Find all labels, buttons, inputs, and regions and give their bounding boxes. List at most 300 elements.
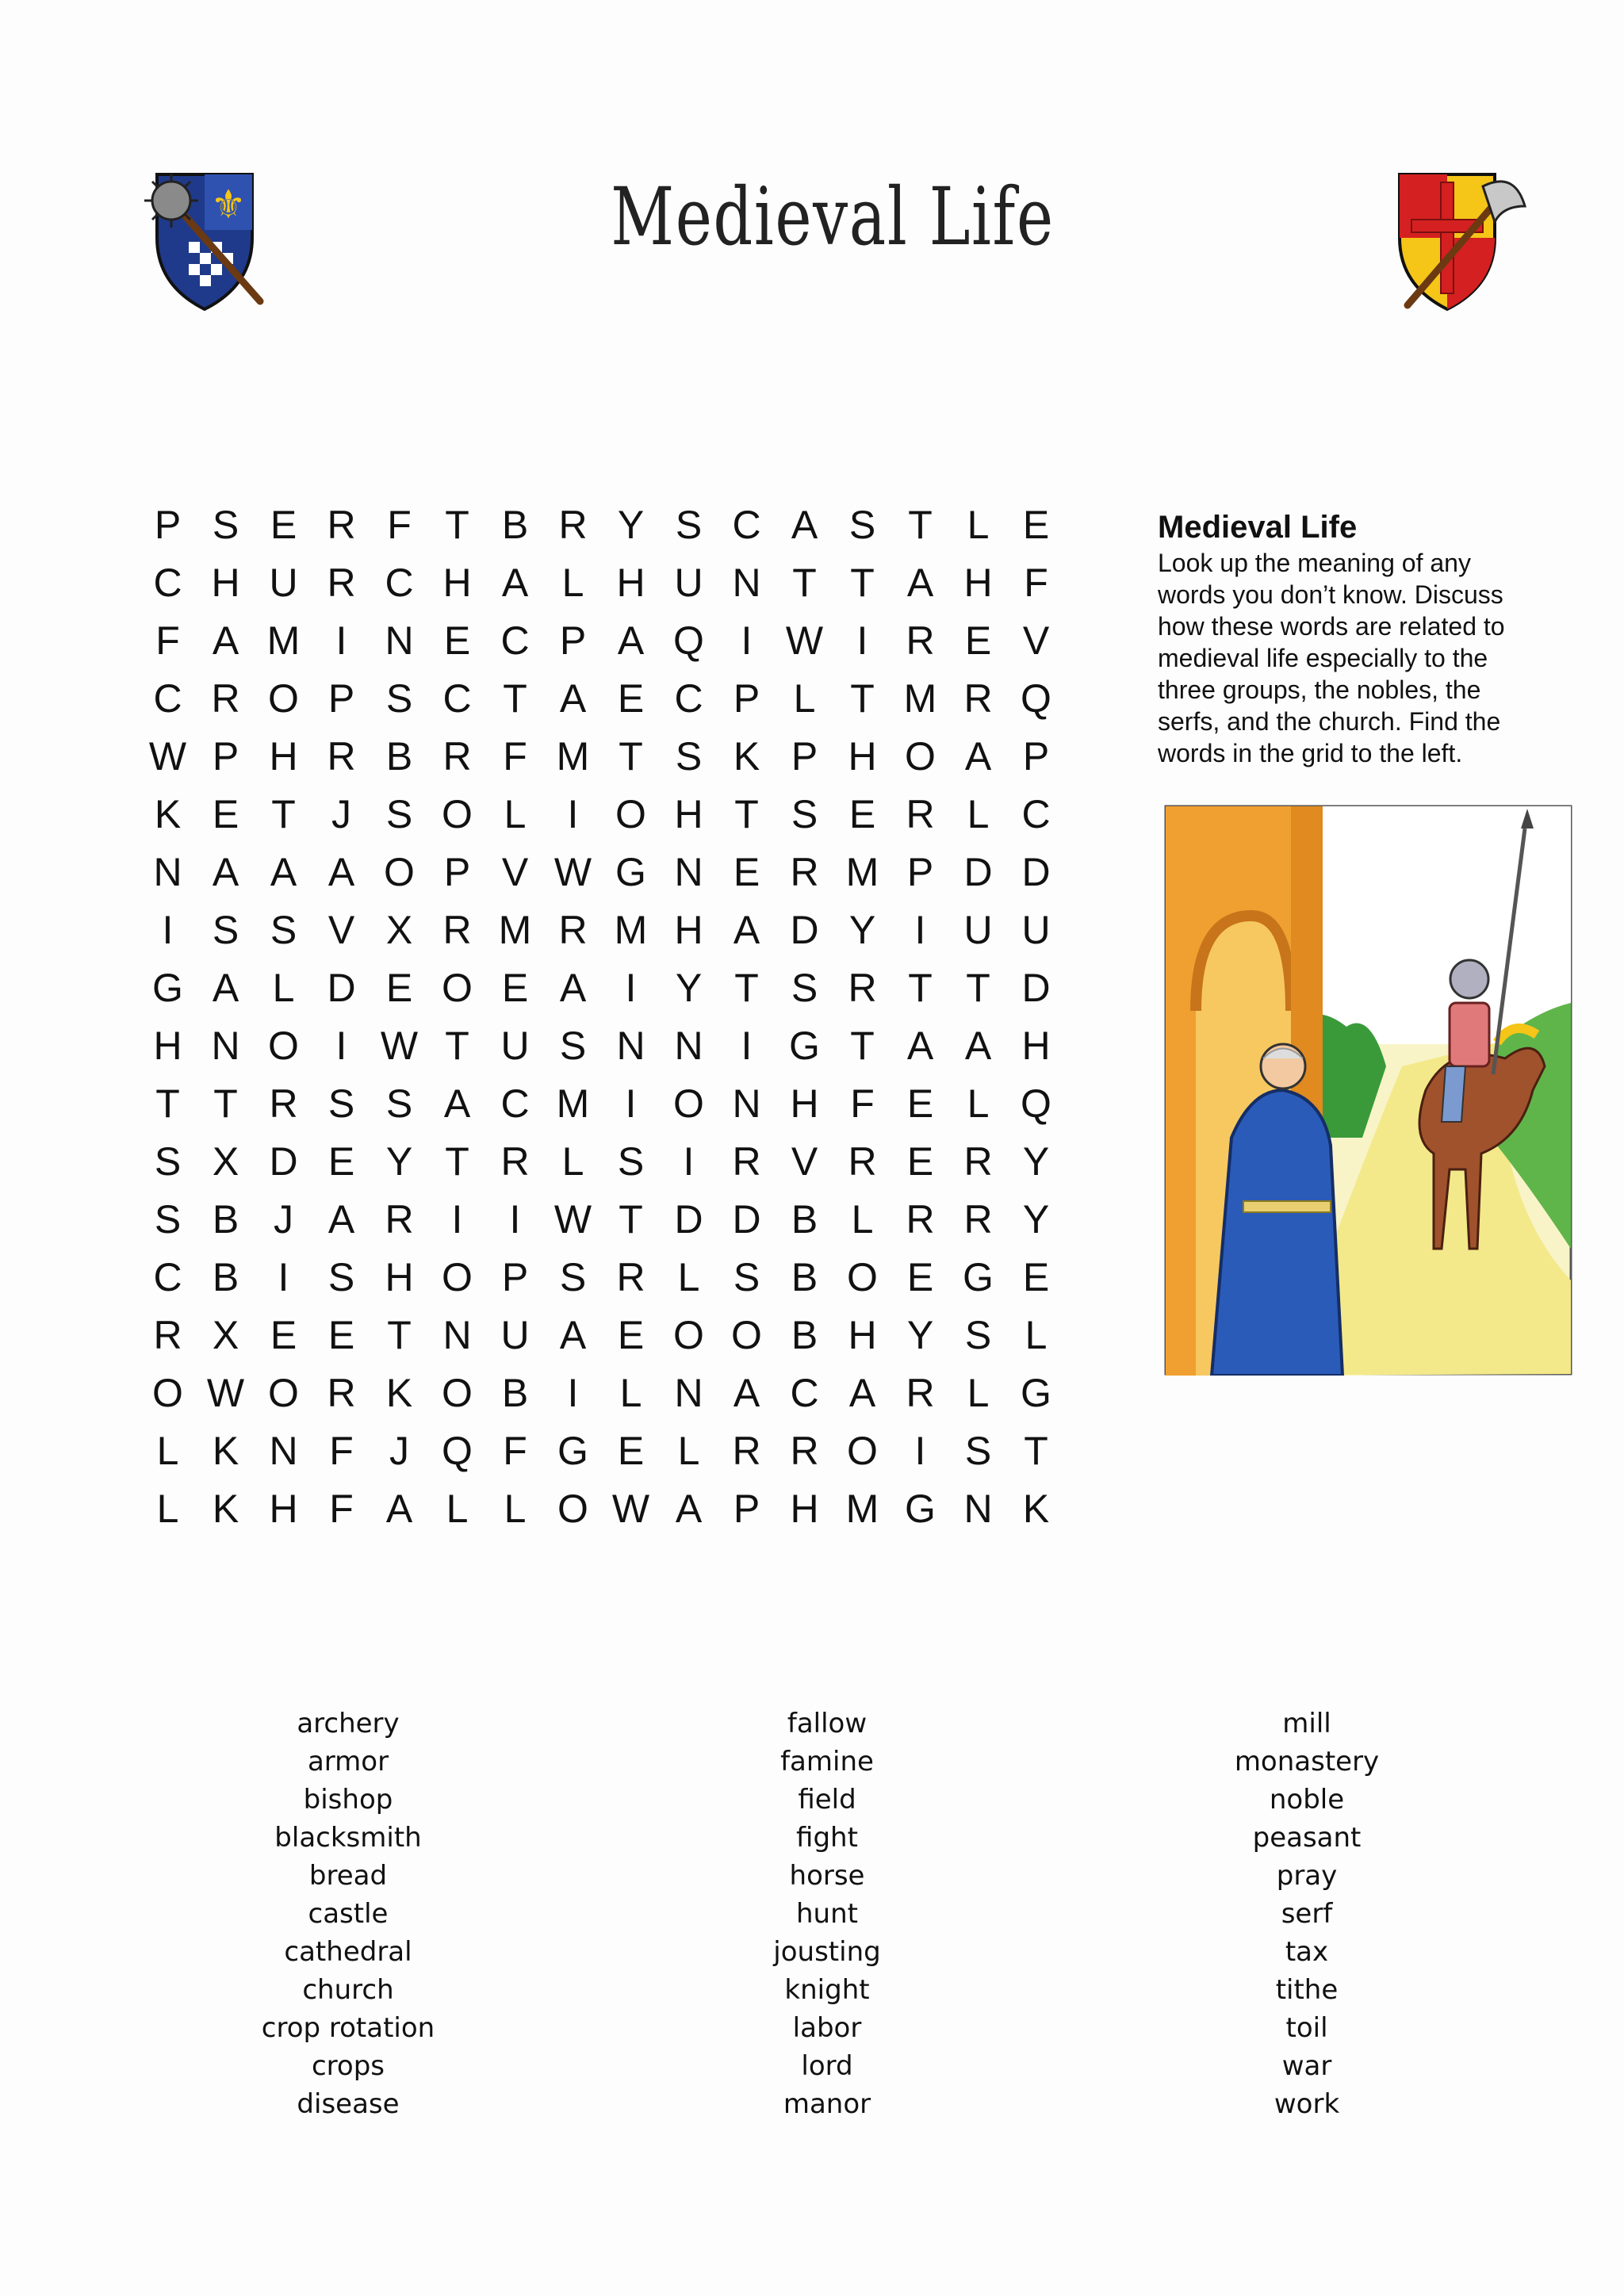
- grid-letter: N: [269, 1428, 298, 1473]
- grid-letter: R: [616, 1254, 645, 1299]
- grid-letter: A: [327, 1196, 355, 1242]
- grid-letter: S: [270, 907, 297, 952]
- word-list-item: blacksmith: [274, 1822, 422, 1854]
- grid-letter: M: [845, 849, 879, 894]
- grid-letter: T: [792, 560, 817, 605]
- grid-letter: E: [327, 1138, 355, 1184]
- word-list-item: church: [302, 1974, 394, 2006]
- word-list-item: tax: [1285, 1936, 1329, 1968]
- grid-letter: A: [270, 849, 297, 894]
- grid-letter: A: [675, 1486, 703, 1531]
- word-list-item: cathedral: [284, 1936, 412, 1968]
- grid-letter: B: [501, 502, 529, 547]
- word-list-item: pray: [1276, 1860, 1338, 1892]
- grid-letter: D: [674, 1196, 703, 1242]
- grid-letter: K: [212, 1486, 239, 1531]
- word-list-item: lord: [801, 2050, 853, 2082]
- grid-letter: T: [271, 791, 296, 836]
- grid-letter: F: [850, 1081, 875, 1126]
- grid-letter: M: [556, 733, 590, 779]
- grid-letter: E: [733, 849, 760, 894]
- grid-letter: S: [154, 1196, 182, 1242]
- grid-letter: F: [387, 502, 412, 547]
- instructions-line: medieval life especially to the: [1158, 644, 1488, 672]
- grid-letter: S: [327, 1081, 355, 1126]
- grid-letter: H: [790, 1486, 819, 1531]
- grid-letter: J: [274, 1196, 293, 1242]
- word-list-item: knight: [784, 1974, 870, 2006]
- grid-letter: I: [625, 1081, 637, 1126]
- grid-letter: Q: [442, 1428, 473, 1473]
- grid-letter: R: [500, 1138, 530, 1184]
- grid-letter: A: [733, 1370, 760, 1415]
- grid-letter: C: [790, 1370, 819, 1415]
- word-list-item: tithe: [1275, 1974, 1339, 2006]
- grid-letter: Y: [675, 965, 703, 1010]
- word-list-column: [1140, 1705, 1473, 2123]
- grid-letter: O: [268, 1370, 299, 1415]
- grid-letter: P: [327, 675, 355, 721]
- grid-letter: N: [616, 1023, 645, 1068]
- grid-letter: P: [1022, 733, 1050, 779]
- grid-letter: S: [212, 907, 239, 952]
- grid-letter: U: [674, 560, 703, 605]
- grid-letter: R: [558, 502, 588, 547]
- word-list-item: bread: [308, 1860, 388, 1892]
- grid-letter: C: [442, 675, 472, 721]
- grid-letter: H: [790, 1081, 819, 1126]
- grid-letter: N: [674, 1370, 703, 1415]
- grid-letter: Y: [848, 907, 876, 952]
- grid-letter: R: [790, 849, 819, 894]
- grid-letter: S: [559, 1254, 587, 1299]
- grid-letter: W: [380, 1023, 419, 1068]
- grid-letter: O: [673, 1312, 704, 1357]
- word-list-item: fight: [796, 1822, 858, 1854]
- instructions-line: how these words are related to: [1158, 612, 1505, 641]
- grid-letter: R: [327, 560, 356, 605]
- grid-letter: B: [791, 1196, 818, 1242]
- grid-letter: T: [908, 502, 933, 547]
- grid-letter: A: [559, 1312, 587, 1357]
- grid-letter: L: [619, 1370, 642, 1415]
- grid-letter: C: [1021, 791, 1051, 836]
- grid-letter: A: [964, 733, 992, 779]
- word-list-item: field: [798, 1784, 856, 1816]
- grid-letter: H: [963, 560, 993, 605]
- grid-letter: G: [557, 1428, 588, 1473]
- grid-letter: D: [1021, 849, 1051, 894]
- grid-letter: I: [335, 1023, 347, 1068]
- grid-letter: V: [501, 849, 529, 894]
- word-list-item: hunt: [796, 1898, 858, 1930]
- grid-letter: I: [567, 791, 579, 836]
- grid-letter: M: [614, 907, 648, 952]
- grid-letter: E: [501, 965, 529, 1010]
- grid-letter: T: [734, 791, 759, 836]
- grid-letter: R: [211, 675, 240, 721]
- grid-letter: U: [500, 1312, 530, 1357]
- grid-letter: R: [327, 502, 356, 547]
- grid-letter: A: [212, 618, 239, 663]
- grid-letter: E: [270, 1312, 297, 1357]
- grid-letter: I: [914, 907, 926, 952]
- grid-letter: E: [617, 1428, 645, 1473]
- grid-letter: R: [327, 1370, 356, 1415]
- grid-letter: R: [732, 1138, 761, 1184]
- grid-letter: V: [1022, 618, 1050, 663]
- grid-letter: Q: [1021, 1081, 1051, 1126]
- word-list-item: armor: [307, 1746, 389, 1777]
- grid-letter: E: [906, 1081, 934, 1126]
- grid-letter: A: [212, 965, 239, 1010]
- grid-letter: W: [206, 1370, 245, 1415]
- word-list-item: serf: [1281, 1898, 1333, 1930]
- instructions-line: three groups, the nobles, the: [1158, 675, 1481, 704]
- grid-letter: U: [1021, 907, 1051, 952]
- instructions-line: words you don’t know. Discuss: [1158, 580, 1503, 609]
- grid-letter: K: [733, 733, 760, 779]
- word-list-column: [182, 1705, 515, 2123]
- grid-letter: X: [212, 1312, 239, 1357]
- grid-letter: L: [677, 1428, 700, 1473]
- grid-letter: F: [155, 618, 180, 663]
- grid-letter: S: [617, 1138, 645, 1184]
- grid-letter: S: [791, 965, 818, 1010]
- grid-letter: Y: [617, 502, 645, 547]
- grid-letter: A: [906, 560, 934, 605]
- grid-letter: R: [906, 1370, 935, 1415]
- grid-letter: E: [617, 1312, 645, 1357]
- page-title: Medieval Life: [611, 170, 1055, 263]
- grid-letter: O: [152, 1370, 183, 1415]
- grid-letter: Y: [906, 1312, 934, 1357]
- grid-letter: L: [793, 675, 816, 721]
- grid-letter: T: [387, 1312, 412, 1357]
- grid-letter: H: [848, 733, 877, 779]
- grid-letter: C: [500, 1081, 530, 1126]
- grid-letter: D: [327, 965, 356, 1010]
- grid-letter: I: [741, 618, 753, 663]
- grid-letter: G: [789, 1023, 820, 1068]
- word-list-item: crop rotation: [261, 2012, 435, 2044]
- grid-letter: A: [791, 502, 818, 547]
- grid-letter: N: [211, 1023, 240, 1068]
- grid-letter: T: [850, 675, 875, 721]
- word-list-item: jousting: [773, 1936, 881, 1968]
- grid-letter: L: [677, 1254, 700, 1299]
- grid-letter: T: [908, 965, 933, 1010]
- grid-letter: S: [559, 1023, 587, 1068]
- grid-letter: R: [269, 1081, 298, 1126]
- grid-letter: L: [504, 791, 527, 836]
- grid-letter: M: [266, 618, 301, 663]
- grid-letter: L: [156, 1486, 179, 1531]
- grid-letter: T: [1024, 1428, 1048, 1473]
- grid-letter: S: [848, 502, 876, 547]
- grid-letter: P: [733, 1486, 760, 1531]
- word-list-item: castle: [308, 1898, 389, 1930]
- grid-letter: P: [559, 618, 587, 663]
- grid-letter: L: [561, 1138, 584, 1184]
- grid-letter: P: [154, 502, 182, 547]
- word-list-column: [661, 1705, 994, 2123]
- grid-letter: H: [269, 733, 298, 779]
- word-list-item: noble: [1269, 1784, 1345, 1816]
- grid-letter: I: [278, 1254, 289, 1299]
- grid-letter: P: [733, 675, 760, 721]
- grid-letter: N: [674, 1023, 703, 1068]
- grid-letter: A: [443, 1081, 471, 1126]
- grid-letter: N: [385, 618, 414, 663]
- grid-letter: I: [741, 1023, 753, 1068]
- grid-letter: R: [385, 1196, 414, 1242]
- grid-letter: K: [385, 1370, 413, 1415]
- grid-letter: H: [848, 1312, 877, 1357]
- grid-letter: H: [153, 1023, 182, 1068]
- grid-letter: E: [848, 791, 876, 836]
- grid-letter: E: [385, 965, 413, 1010]
- grid-letter: A: [559, 965, 587, 1010]
- grid-letter: W: [785, 618, 824, 663]
- grid-letter: K: [212, 1428, 239, 1473]
- grid-letter: I: [856, 618, 868, 663]
- grid-letter: I: [625, 965, 637, 1010]
- grid-letter: C: [153, 675, 182, 721]
- grid-letter: W: [553, 849, 592, 894]
- monk-and-knight-illustration: [1164, 805, 1572, 1376]
- grid-letter: S: [675, 502, 703, 547]
- grid-letter: E: [212, 791, 239, 836]
- grid-letter: R: [732, 1428, 761, 1473]
- word-list-item: mill: [1282, 1708, 1331, 1739]
- grid-letter: R: [906, 791, 935, 836]
- grid-letter: C: [385, 560, 414, 605]
- grid-letter: O: [557, 1486, 588, 1531]
- word-list-item: disease: [297, 2088, 400, 2120]
- grid-letter: T: [619, 1196, 643, 1242]
- grid-letter: R: [906, 1196, 935, 1242]
- grid-letter: O: [847, 1428, 878, 1473]
- grid-letter: I: [914, 1428, 926, 1473]
- word-list-item: monastery: [1234, 1746, 1380, 1777]
- grid-letter: T: [503, 675, 527, 721]
- grid-letter: T: [445, 502, 469, 547]
- grid-letter: S: [675, 733, 703, 779]
- word-list-item: horse: [789, 1860, 865, 1892]
- grid-letter: L: [967, 502, 990, 547]
- grid-letter: O: [384, 849, 415, 894]
- grid-letter: G: [905, 1486, 936, 1531]
- grid-letter: M: [556, 1081, 590, 1126]
- grid-letter: A: [212, 849, 239, 894]
- grid-letter: S: [791, 791, 818, 836]
- grid-letter: H: [442, 560, 472, 605]
- grid-letter: L: [446, 1486, 469, 1531]
- grid-letter: C: [153, 1254, 182, 1299]
- grid-letter: X: [212, 1138, 239, 1184]
- instructions-text: [1158, 547, 1602, 769]
- grid-letter: S: [154, 1138, 182, 1184]
- grid-letter: R: [327, 733, 356, 779]
- grid-letter: S: [964, 1312, 992, 1357]
- word-list-item: peasant: [1252, 1822, 1362, 1854]
- word-list-item: toil: [1285, 2012, 1328, 2044]
- grid-letter: L: [561, 560, 584, 605]
- grid-letter: L: [504, 1486, 527, 1531]
- grid-letter: K: [154, 791, 182, 836]
- grid-letter: B: [791, 1312, 818, 1357]
- grid-letter: L: [851, 1196, 874, 1242]
- grid-letter: H: [674, 907, 703, 952]
- grid-letter: V: [327, 907, 355, 952]
- grid-letter: L: [156, 1428, 179, 1473]
- grid-letter: D: [963, 849, 993, 894]
- grid-letter: R: [848, 1138, 877, 1184]
- grid-letter: E: [270, 502, 297, 547]
- grid-letter: Y: [385, 1138, 413, 1184]
- grid-letter: N: [674, 849, 703, 894]
- grid-letter: G: [963, 1254, 994, 1299]
- grid-letter: T: [155, 1081, 180, 1126]
- grid-letter: N: [153, 849, 182, 894]
- grid-letter: A: [617, 618, 645, 663]
- grid-letter: M: [903, 675, 937, 721]
- grid-letter: E: [1022, 1254, 1050, 1299]
- grid-letter: T: [619, 733, 643, 779]
- grid-letter: Y: [1022, 1138, 1050, 1184]
- grid-letter: V: [791, 1138, 818, 1184]
- mace-shield-icon: [133, 163, 268, 313]
- grid-letter: W: [611, 1486, 650, 1531]
- grid-letter: R: [442, 733, 472, 779]
- grid-letter: Y: [1022, 1196, 1050, 1242]
- grid-letter: R: [963, 675, 993, 721]
- word-list-item: archery: [297, 1708, 400, 1739]
- grid-letter: A: [964, 1023, 992, 1068]
- grid-letter: B: [791, 1254, 818, 1299]
- grid-letter: H: [674, 791, 703, 836]
- grid-letter: C: [500, 618, 530, 663]
- grid-letter: R: [442, 907, 472, 952]
- grid-letter: E: [443, 618, 471, 663]
- instructions-line: words in the grid to the left.: [1158, 739, 1463, 767]
- grid-letter: D: [732, 1196, 761, 1242]
- grid-letter: A: [848, 1370, 876, 1415]
- word-list-item: crops: [311, 2050, 385, 2082]
- svg-text:⚜: ⚜: [210, 182, 247, 228]
- grid-letter: L: [967, 1081, 990, 1126]
- grid-letter: J: [331, 791, 351, 836]
- grid-letter: Q: [1021, 675, 1051, 721]
- grid-letter: B: [385, 733, 413, 779]
- grid-letter: L: [967, 791, 990, 836]
- grid-letter: F: [329, 1428, 354, 1473]
- grid-letter: R: [963, 1196, 993, 1242]
- grid-letter: F: [503, 1428, 527, 1473]
- grid-letter: K: [1022, 1486, 1050, 1531]
- grid-letter: M: [498, 907, 532, 952]
- grid-letter: G: [615, 849, 646, 894]
- grid-letter: I: [451, 1196, 463, 1242]
- grid-letter: M: [845, 1486, 879, 1531]
- grid-letter: D: [1021, 965, 1051, 1010]
- word-list-item: war: [1281, 2050, 1332, 2082]
- grid-letter: S: [212, 502, 239, 547]
- sidebar-heading: Medieval Life: [1158, 510, 1358, 545]
- grid-letter: T: [213, 1081, 238, 1126]
- instructions-line: Look up the meaning of any: [1158, 549, 1471, 577]
- grid-letter: I: [683, 1138, 695, 1184]
- grid-letter: N: [963, 1486, 993, 1531]
- grid-letter: U: [269, 560, 298, 605]
- grid-letter: O: [847, 1254, 878, 1299]
- grid-letter: U: [963, 907, 993, 952]
- grid-letter: O: [442, 791, 473, 836]
- grid-letter: N: [732, 560, 761, 605]
- grid-letter: N: [732, 1081, 761, 1126]
- grid-letter: A: [906, 1023, 934, 1068]
- grid-letter: P: [443, 849, 471, 894]
- grid-letter: I: [335, 618, 347, 663]
- grid-letter: D: [790, 907, 819, 952]
- grid-letter: W: [148, 733, 187, 779]
- grid-letter: R: [848, 965, 877, 1010]
- grid-letter: I: [567, 1370, 579, 1415]
- grid-letter: T: [445, 1023, 469, 1068]
- grid-letter: O: [442, 1370, 473, 1415]
- grid-letter: B: [212, 1196, 239, 1242]
- grid-letter: O: [442, 965, 473, 1010]
- grid-letter: E: [617, 675, 645, 721]
- grid-letter: O: [673, 1081, 704, 1126]
- grid-letter: U: [500, 1023, 530, 1068]
- grid-letter: P: [906, 849, 934, 894]
- grid-letter: G: [152, 965, 183, 1010]
- instructions-line: serfs, and the church. Find the: [1158, 707, 1501, 736]
- grid-letter: O: [442, 1254, 473, 1299]
- grid-letter: A: [327, 849, 355, 894]
- word-list-item: famine: [780, 1746, 874, 1777]
- grid-letter: O: [731, 1312, 762, 1357]
- grid-letter: T: [734, 965, 759, 1010]
- grid-letter: O: [268, 675, 299, 721]
- grid-letter: C: [674, 675, 703, 721]
- grid-letter: X: [385, 907, 413, 952]
- grid-letter: F: [329, 1486, 354, 1531]
- grid-letter: L: [272, 965, 295, 1010]
- grid-letter: P: [791, 733, 818, 779]
- grid-letter: O: [905, 733, 936, 779]
- word-list-item: labor: [792, 2012, 862, 2044]
- grid-letter: H: [616, 560, 645, 605]
- grid-letter: R: [558, 907, 588, 952]
- grid-letter: I: [509, 1196, 521, 1242]
- grid-letter: R: [790, 1428, 819, 1473]
- grid-letter: T: [850, 560, 875, 605]
- grid-letter: T: [850, 1023, 875, 1068]
- grid-letter: O: [615, 791, 646, 836]
- grid-letter: C: [732, 502, 761, 547]
- grid-letter: S: [733, 1254, 760, 1299]
- grid-letter: S: [327, 1254, 355, 1299]
- grid-letter: S: [385, 791, 413, 836]
- grid-letter: W: [553, 1196, 592, 1242]
- grid-letter: R: [153, 1312, 182, 1357]
- word-list-item: work: [1274, 2088, 1340, 2120]
- grid-letter: G: [1021, 1370, 1051, 1415]
- grid-letter: A: [733, 907, 760, 952]
